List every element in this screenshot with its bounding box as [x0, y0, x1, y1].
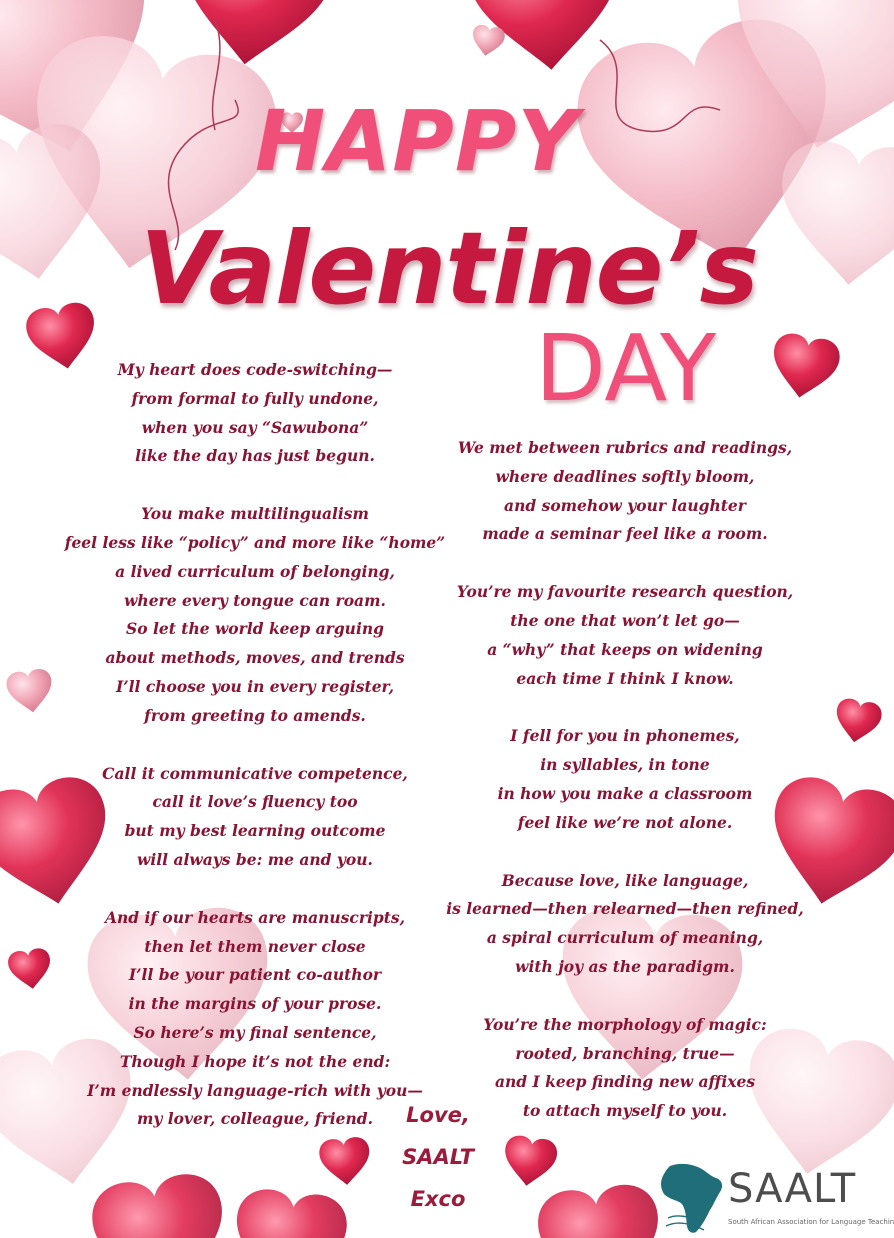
poem-line: is learned—then relearned—then refined,: [446, 899, 804, 919]
poem-line: each time I think I know.: [516, 668, 734, 688]
poem-line: then let them never close: [144, 936, 366, 956]
poem-line: in the margins of your prose.: [128, 994, 382, 1014]
title-valentines: Valentine’s: [140, 210, 759, 327]
small-heart-icon: [767, 331, 843, 403]
title-happy: HAPPY: [255, 92, 580, 190]
poem-line: a lived curriculum of belonging,: [115, 561, 395, 581]
poem-line: You’re my favourite research question,: [456, 582, 794, 602]
poem-line: about methods, moves, and trends: [105, 648, 405, 668]
small-heart-icon: [318, 1136, 372, 1187]
poem-line: with joy as the paradigm.: [515, 956, 735, 976]
small-heart-icon: [469, 23, 506, 58]
poem-line: where deadlines softly bloom,: [495, 466, 755, 486]
poem-line: made a seminar feel like a room.: [482, 524, 768, 544]
heart-icon: [230, 1186, 350, 1238]
logo-subtitle: South African Association for Language Teachin: [728, 1218, 894, 1226]
poem-line: to attach myself to you.: [522, 1101, 728, 1121]
poem-line: and somehow your laughter: [504, 495, 746, 515]
poem-line: Because love, like language,: [501, 870, 749, 890]
signature-line: Exco: [410, 1187, 466, 1211]
signature-line: SAALT: [402, 1145, 474, 1169]
poem-line: a “why” that keeps on widening: [487, 639, 763, 659]
poem-line: I’ll choose you in every register,: [116, 676, 394, 696]
poem-line: So here’s my final sentence,: [133, 1022, 377, 1042]
poem-stanza: [40, 760, 470, 875]
poem-line: will always be: me and you.: [137, 849, 373, 869]
signature-line: Love,: [406, 1103, 470, 1127]
poem-stanza: [430, 434, 820, 549]
poem-line: in how you make a classroom: [497, 783, 753, 803]
poem-line: So let the world keep arguing: [126, 619, 384, 639]
poem-stanza: [430, 722, 820, 837]
poem-line: I’ll be your patient co-author: [128, 965, 382, 985]
poem-line: a spiral curriculum of meaning,: [486, 928, 764, 948]
poem-line: but my best learning outcome: [124, 821, 386, 841]
poem-line: You make multilingualism: [141, 504, 369, 524]
poem-right-column: [430, 434, 820, 1126]
poem-line: from greeting to amends.: [144, 705, 366, 725]
poem-line: You’re the morphology of magic:: [483, 1014, 767, 1034]
poem-stanza: [40, 356, 470, 471]
poem-line: the one that won’t let go—: [510, 610, 740, 630]
poem-line: I’m endlessly language-rich with you—: [87, 1080, 423, 1100]
poem-line: feel like we’re not alone.: [517, 812, 733, 832]
poem-line: We met between rubrics and readings,: [457, 438, 793, 457]
poem-line: My heart does code-switching—: [117, 360, 393, 379]
poem-line: call it love’s fluency too: [152, 792, 358, 812]
heart-icon: [535, 1181, 666, 1238]
poem-stanza: [430, 867, 820, 982]
heart-icon: [88, 1170, 234, 1238]
poem-line: and I keep finding new affixes: [494, 1072, 756, 1092]
signature: [384, 1094, 492, 1220]
poem-line: when you say “Sawubona”: [141, 417, 369, 437]
balloon-heart-icon: [774, 138, 894, 291]
poem-line: in syllables, in tone: [540, 755, 710, 775]
africa-map-icon: [656, 1160, 728, 1236]
poem-stanza: [430, 578, 820, 693]
small-heart-icon: [501, 1134, 559, 1190]
poem-line: Though I hope it’s not the end:: [119, 1051, 391, 1071]
poem-line: Call it communicative competence,: [102, 763, 408, 783]
poem-line: from formal to fully undone,: [131, 388, 379, 408]
title-day: DAY: [535, 315, 717, 422]
poem-left-column: [40, 356, 470, 1134]
poem-line: And if our hearts are manuscripts,: [104, 907, 406, 927]
poem-line: like the day has just begun.: [135, 446, 375, 466]
poem-line: I fell for you in phonemes,: [510, 726, 740, 746]
poem-stanza: [40, 500, 470, 730]
poem-line: feel less like “policy” and more like “home”: [64, 532, 446, 552]
poem-line: rooted, branching, true—: [515, 1043, 735, 1063]
logo-name: SAALT: [728, 1166, 857, 1212]
poem-line: where every tongue can roam.: [124, 590, 386, 610]
poem-line: my lover, colleague, friend.: [136, 1109, 374, 1129]
small-heart-icon: [832, 697, 884, 746]
saalt-logo: [656, 1158, 894, 1238]
